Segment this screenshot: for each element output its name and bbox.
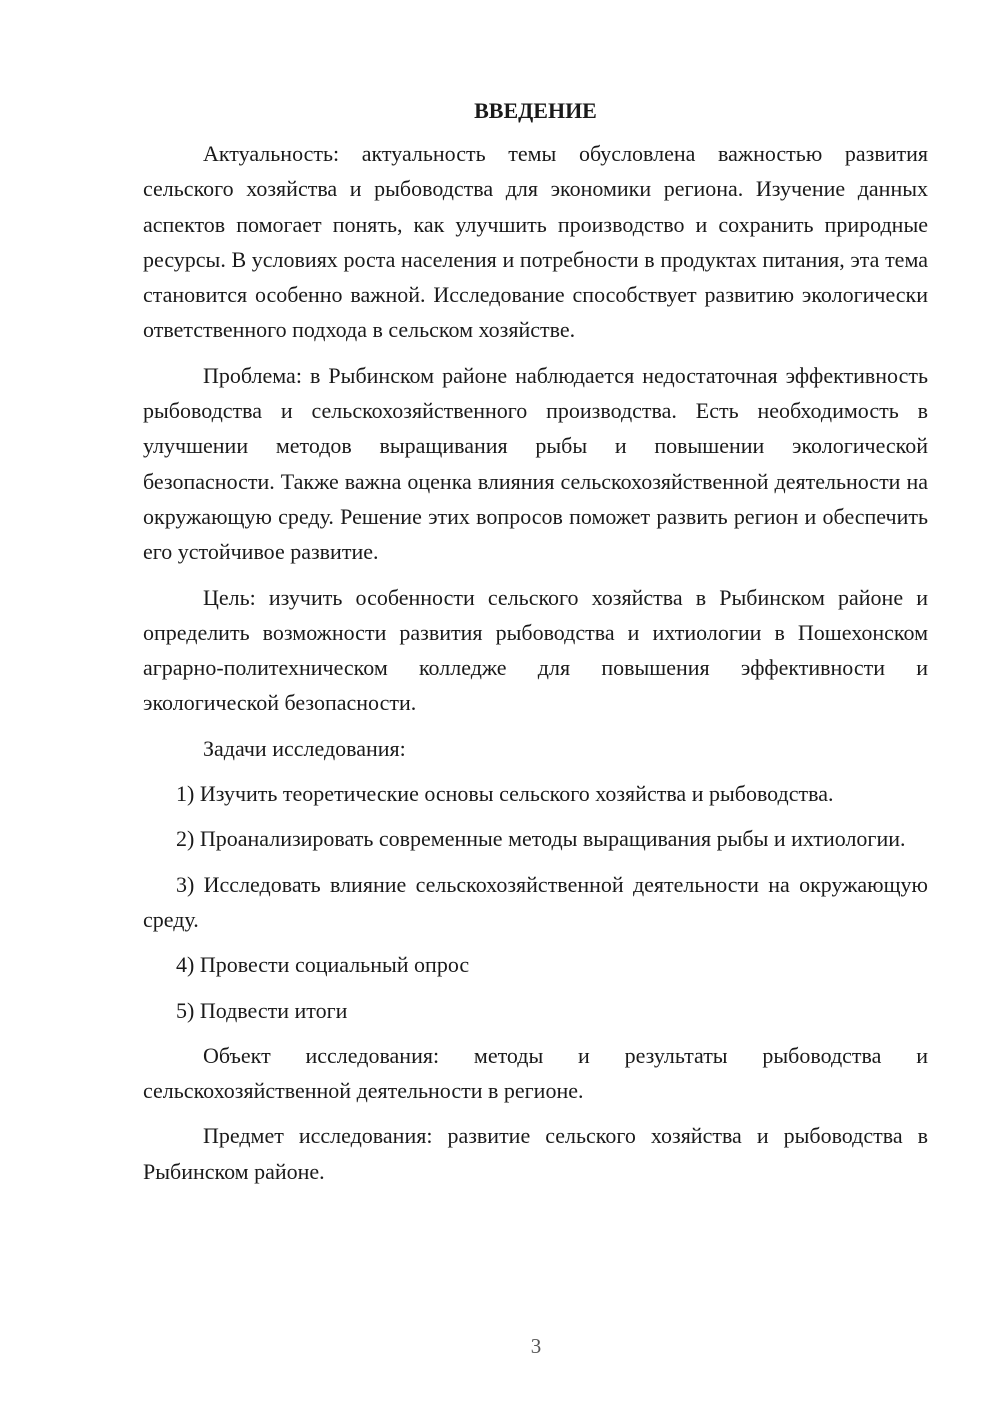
- task-item-5: 5) Подвести итоги: [176, 997, 348, 1023]
- problem-paragraph: Проблема: в Рыбинском районе наблюдается недостаточная эффективность рыбоводства и сельскохозяйственного производства. Есть необходимость в улучшении методов выращивания рыбы и повышении экологической безопасности. Также важна оценка влияния сельскохозяйственной деятельности на окружающую среду. Решение этих вопросов поможет развить регион и обеспечить его устойчивое развитие.: [143, 362, 928, 565]
- page-number: 3: [530, 1334, 542, 1358]
- object-paragraph: Объект исследования: методы и результаты рыбоводства и сельскохозяйственной деятельности в регионе.: [143, 1042, 928, 1104]
- relevance-paragraph: Актуальность: актуальность темы обусловлена важностью развития сельского хозяйства и рыбоводства для экономики региона. Изучение данных аспектов помогает понять, как улучшить производство и сохранить природные ресурсы. В условиях роста населения и потребности в продуктах питания, эта тема становится особенно важной. Исследование способствует развитию экологически ответственного подхода в сельском хозяйстве.: [143, 141, 928, 343]
- task-item-4: 4) Провести социальный опрос: [176, 952, 470, 978]
- page-content: [143, 96, 928, 1199]
- tasks-heading: Задачи исследования:: [203, 735, 406, 761]
- task-item-3: 3) Исследовать влияние сельскохозяйственной деятельности на окружающую среду.: [143, 871, 928, 932]
- task-item-1: 1) Изучить теоретические основы сельского хозяйства и рыбоводства.: [176, 781, 834, 807]
- task-item-2: 2) Проанализировать современные методы выращивания рыбы и ихтиологии.: [176, 826, 906, 852]
- subject-paragraph: Предмет исследования: развитие сельского хозяйства и рыбоводства в Рыбинском районе.: [143, 1123, 928, 1184]
- page-title: ВВЕДЕНИЕ: [474, 98, 597, 123]
- goal-paragraph: Цель: изучить особенности сельского хозяйства в Рыбинском районе и определить возможности развития рыбоводства и ихтиологии в Пошехонском аграрно-политехническом колледже для повышения эффективности и экологической безопасности.: [143, 584, 928, 716]
